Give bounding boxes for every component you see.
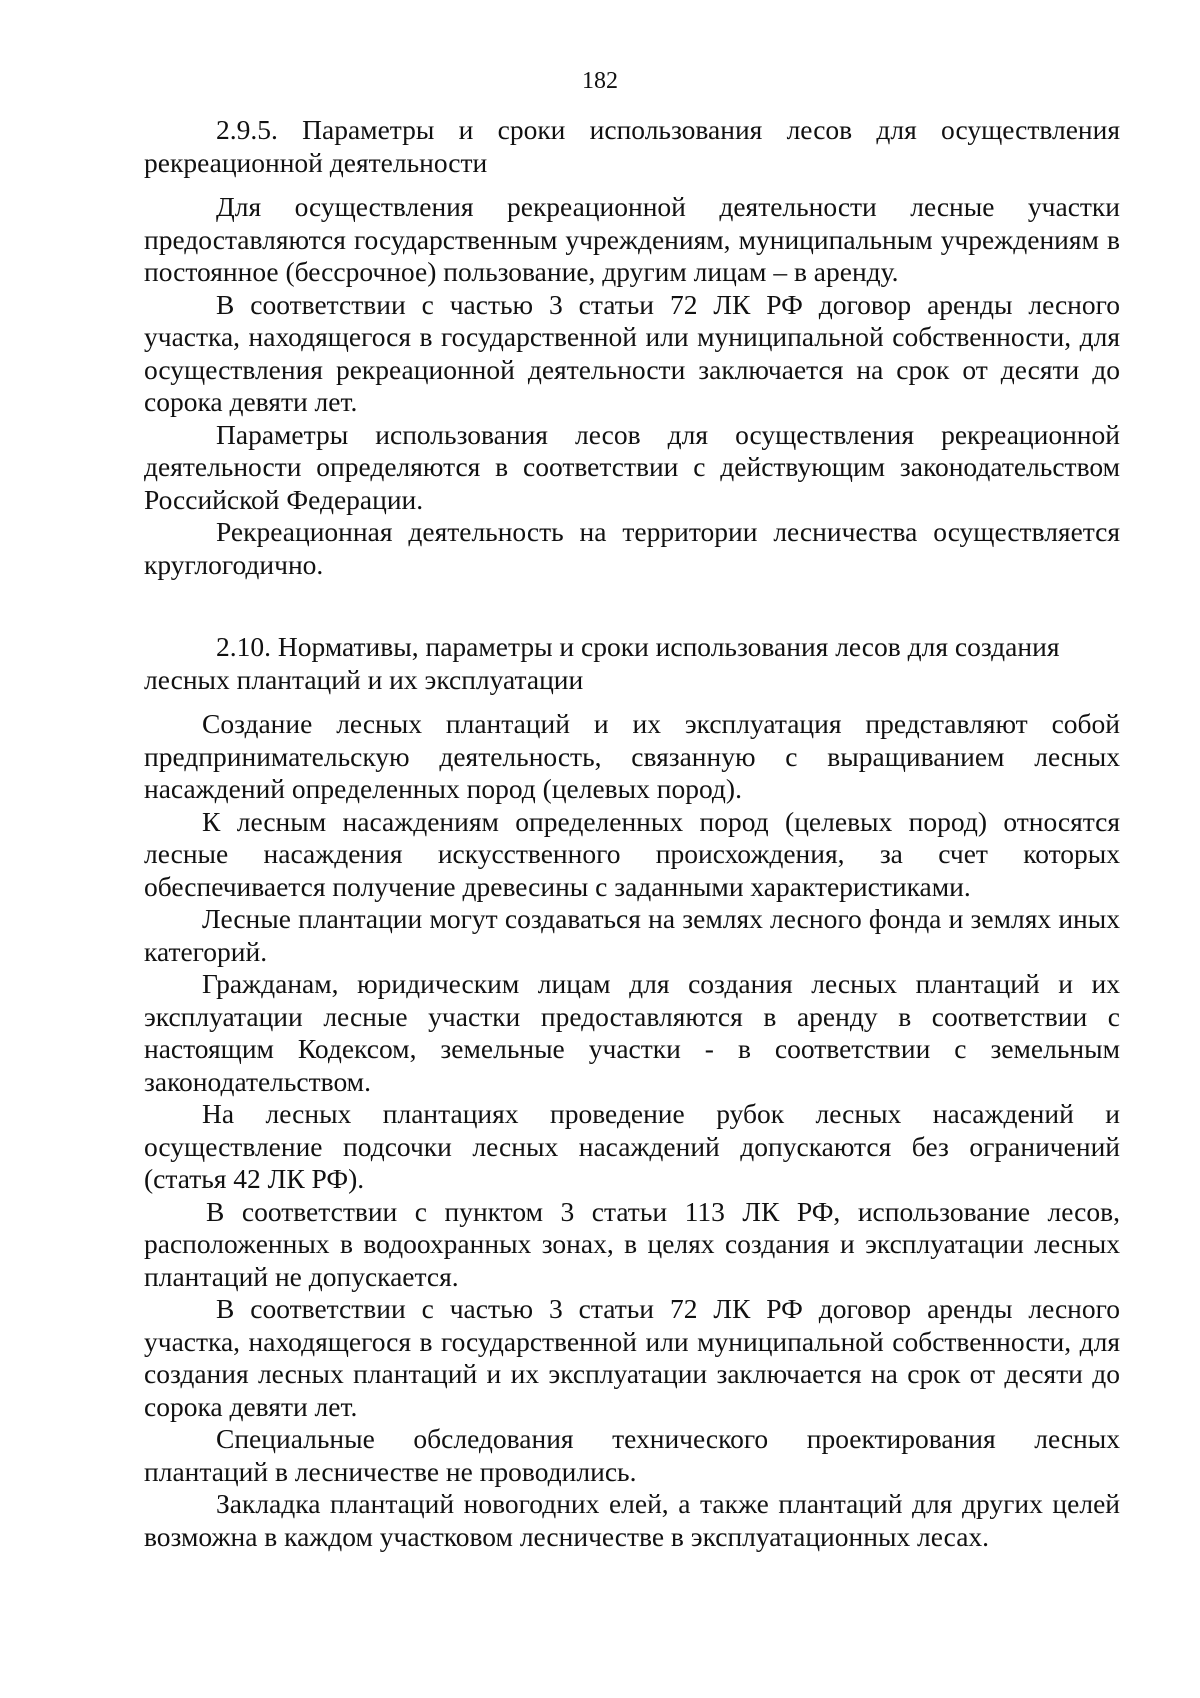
paragraph: Закладка плантаций новогодних елей, а также плантаций для других целей возможна в каждом участковом лесничестве в эксплуатационных лесах. bbox=[144, 1488, 1120, 1552]
paragraph: Параметры использования лесов для осуществления рекреационной деятельности определяются в соответствии с действующим законодательством Российской Федерации. bbox=[144, 418, 1120, 515]
paragraph: Специальные обследования технического проектирования лесных плантаций в лесничестве не проводились. bbox=[144, 1423, 1120, 1487]
paragraph: Для осуществления рекреационной деятельности лесные участки предоставляются государственным учреждениям, муниципальным учреждениям в постоянное (бессрочное) пользование, другим лицам – в аренду. bbox=[144, 191, 1120, 287]
paragraph: Лесные плантации могут создаваться на землях лесного фонда и землях иных категорий. bbox=[144, 903, 1120, 967]
page-number: 182 bbox=[582, 68, 618, 94]
section-heading-2-9-5: 2.9.5. Параметры и сроки использования лесов для осуществления рекреационной деятельности bbox=[144, 114, 1120, 178]
paragraph: В соответствии с частью 3 статьи 72 ЛК РФ договор аренды лесного участка, находящегося в государственной или муниципальной собственности, для создания лесных плантаций и их эксплуатации заключается на срок от десяти до сорока девяти лет. bbox=[144, 1293, 1120, 1422]
section-heading-2-10: 2.10. Нормативы, параметры и сроки использования лесов для создания лесных плантаций и их эксплуатации bbox=[144, 631, 1060, 695]
paragraph: Рекреационная деятельность на территории лесничества осуществляется круглогодично. bbox=[144, 516, 1120, 580]
paragraph: К лесным насаждениям определенных пород (целевых пород) относятся лесные насаждения искусственного происхождения, за счет которых обеспечивается получение древесины с заданными характеристиками. bbox=[144, 805, 1120, 902]
paragraph: На лесных плантациях проведение рубок лесных насаждений и осуществление подсочки лесных насаждений допускаются без ограничений (статья 42 ЛК РФ). bbox=[144, 1098, 1120, 1194]
paragraph: В соответствии с частью 3 статьи 72 ЛК РФ договор аренды лесного участка, находящегося в государственной или муниципальной собственности, для осуществления рекреационной деятельности заключается на срок от десяти до сорока девяти лет. bbox=[144, 288, 1120, 417]
paragraph: Гражданам, юридическим лицам для создания лесных плантаций и их эксплуатации лесные участки предоставляются в аренду в соответствии с настоящим Кодексом, земельные участки - в соответствии с земельным законодательством. bbox=[144, 968, 1120, 1097]
paragraph: Создание лесных плантаций и их эксплуатация представляют собой предпринимательскую деятельность, связанную с выращиванием лесных насаждений определенных пород (целевых пород). bbox=[144, 708, 1120, 804]
page-content bbox=[144, 114, 1120, 1553]
paragraph: В соответствии с пунктом 3 статьи 113 ЛК РФ, использование лесов, расположенных в водоохранных зонах, в целях создания и эксплуатации лесных плантаций не допускается. bbox=[144, 1195, 1120, 1292]
